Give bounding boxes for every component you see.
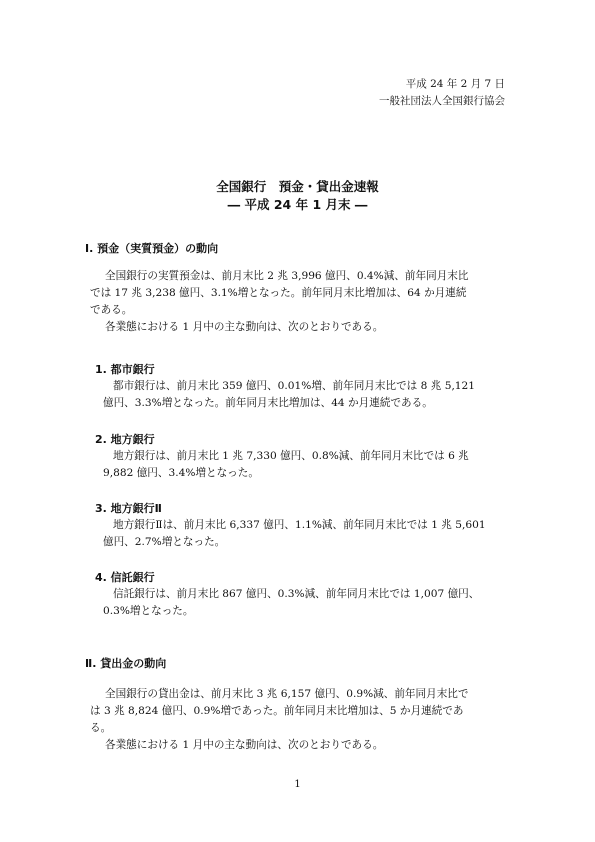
paragraph-line: 0.3%増となった。 — [103, 605, 194, 617]
document-subtitle: ― 平成 24 年 1 月末 ― — [227, 197, 368, 212]
paragraph-line: 地方銀行は、前月末比 1 兆 7,330 億円、0.8%減、前年同月末比では 6 兆 — [113, 450, 469, 462]
page-number: 1 — [294, 779, 301, 790]
paragraph-line: 全国銀行の貸出金は、前月末比 3 兆 6,157 億円、0.9%減、前年同月末比で — [105, 688, 469, 700]
subsection-heading-trust-banks: 4. 信託銀行 — [95, 571, 155, 584]
paragraph-line: では 17 兆 3,238 億円、3.1%増となった。前年同月末比増加は、64 か月連続 — [90, 287, 467, 299]
paragraph-line: 各業態における 1 月中の主な動向は、次のとおりである。 — [105, 321, 384, 333]
paragraph-line: 各業態における 1 月中の主な動向は、次のとおりである。 — [105, 739, 384, 751]
paragraph-line: である。 — [90, 304, 133, 316]
paragraph-line: る。 — [90, 722, 112, 734]
issuing-organization: 一般社団法人全国銀行協会 — [379, 95, 505, 107]
paragraph-line: 億円、3.3%増となった。前年同月末比増加は、44 か月連続である。 — [103, 397, 433, 409]
subsection-heading-city-banks: 1. 都市銀行 — [95, 363, 155, 376]
document-title: 全国銀行 預金・貸出金速報 — [216, 179, 379, 194]
section-heading-deposits: Ⅰ. 預金（実質預金）の動向 — [85, 242, 219, 255]
paragraph-line: 9,882 億円、3.4%増となった。 — [103, 467, 259, 479]
subsection-heading-regional-banks: 2. 地方銀行 — [95, 433, 155, 446]
paragraph-line: 地方銀行Ⅱは、前月末比 6,337 億円、1.1%減、前年同月末比では 1 兆 5,601 — [113, 519, 486, 531]
section-heading-loans: Ⅱ. 貸出金の動向 — [85, 657, 167, 670]
paragraph-line: は 3 兆 8,824 億円、0.9%増であった。前年同月末比増加は、5 か月連続であ — [90, 705, 464, 717]
subsection-heading-regional-banks-ii: 3. 地方銀行Ⅱ — [95, 502, 162, 515]
paragraph-line: 信託銀行は、前月末比 867 億円、0.3%減、前年同月末比では 1,007 億円、 — [113, 588, 480, 600]
paragraph-line: 都市銀行は、前月末比 359 億円、0.01%増、前年同月末比では 8 兆 5,121 — [113, 380, 476, 392]
paragraph-line: 億円、2.7%増となった。 — [103, 536, 226, 548]
document-date: 平成 24 年 2 月 7 日 — [405, 78, 505, 90]
paragraph-line: 全国銀行の実質預金は、前月末比 2 兆 3,996 億円、0.4%減、前年同月末比 — [105, 270, 469, 282]
